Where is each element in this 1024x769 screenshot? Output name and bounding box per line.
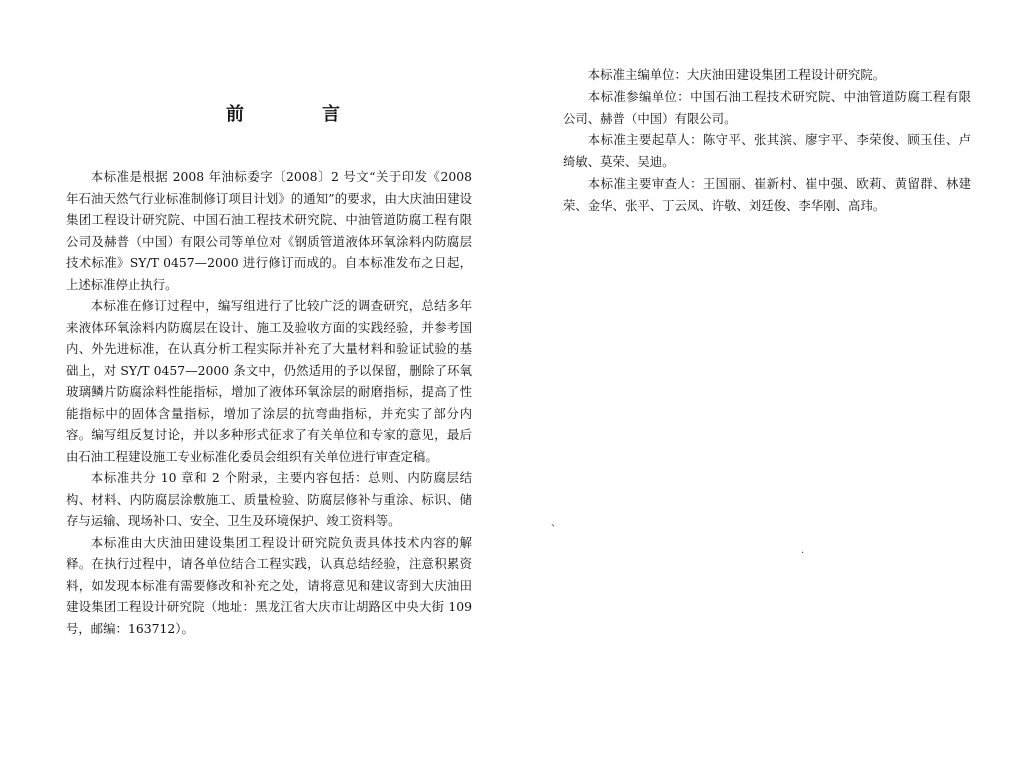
page-title: 前 言 bbox=[226, 104, 370, 125]
scan-speck-mark: 、 bbox=[551, 518, 561, 529]
main-reviewers: 本标准主要审查人：王国丽、崔新村、崔中强、欧莉、黄留群、林建荣、金华、张平、丁云凤、许敬、刘廷俊、李华刚、高玮。 bbox=[563, 175, 971, 213]
chief-editor-unit: 本标准主编单位：大庆油田建设集团工程设计研究院。 bbox=[587, 67, 886, 82]
preface-paragraph-1: 本标准是根据 2008 年油标委字〔2008〕2 号文“关于印发《2008 年石油天然气行业标准制修订项目计划》的通知”的要求，由大庆油田建设集团工程设计研究院、中国石油工程技术研究院、中油管道防腐工程有限公司及赫普（中国）有限公司等单位对《钢质管道液体环氧涂料内防腐层技术标准》SY/T 0457—2000 进行修订而成的。自本标准发布之日起，上述标准停止执行。 bbox=[66, 169, 472, 292]
scan-dot-mark: . bbox=[801, 545, 805, 556]
preface-paragraph-3: 本标准共分 10 章和 2 个附录，主要内容包括：总则、内防腐层结构、材料、内防腐层涂敷施工、质量检验、防腐层修补与重涂、标识、储存与运输、现场补口、安全、卫生及环境保护、竣工资料等。 bbox=[66, 470, 472, 528]
credits-body bbox=[563, 64, 971, 217]
main-drafters: 本标准主要起草人：陈守平、张其滨、廖宇平、李荣俊、顾玉佳、卢绮敏、莫荣、吴迪。 bbox=[563, 132, 971, 170]
preface-paragraph-4: 本标准由大庆油田建设集团工程设计研究院负责具体技术内容的解释。在执行过程中，请各单位结合工程实践，认真总结经验，注意积累资料，如发现本标准有需要修改和补充之处，请将意见和建议寄到大庆油田建设集团工程设计研究院（地址：黑龙江省大庆市让胡路区中央大街 109 号，邮编：163712）。 bbox=[66, 534, 472, 636]
preface-body bbox=[66, 166, 472, 639]
participating-units: 本标准参编单位：中国石油工程技术研究院、中油管道防腐工程有限公司、赫普（中国）有限公司。 bbox=[563, 88, 971, 126]
preface-paragraph-2: 本标准在修订过程中，编写组进行了比较广泛的调查研究，总结多年来液体环氧涂料内防腐层在设计、施工及验收方面的实践经验，并参考国内、外先进标准，在认真分析工程实际并补充了大量材料和验证试验的基础上，对 SY/T 0457—2000 条文中，仍然适用的予以保留，删除了环氧玻璃鳞片防腐涂料性能指标，增加了液体环氧涂层的耐磨指标，提高了性能指标中的固体含量指标，增加了涂层的抗弯曲指标，并充实了部分内容。编写组反复讨论，并以多种形式征求了有关单位和专家的意见，最后由石油工程建设施工专业标准化委员会组织有关单位进行审查定稿。 bbox=[66, 298, 472, 464]
right-page bbox=[512, 0, 1024, 769]
